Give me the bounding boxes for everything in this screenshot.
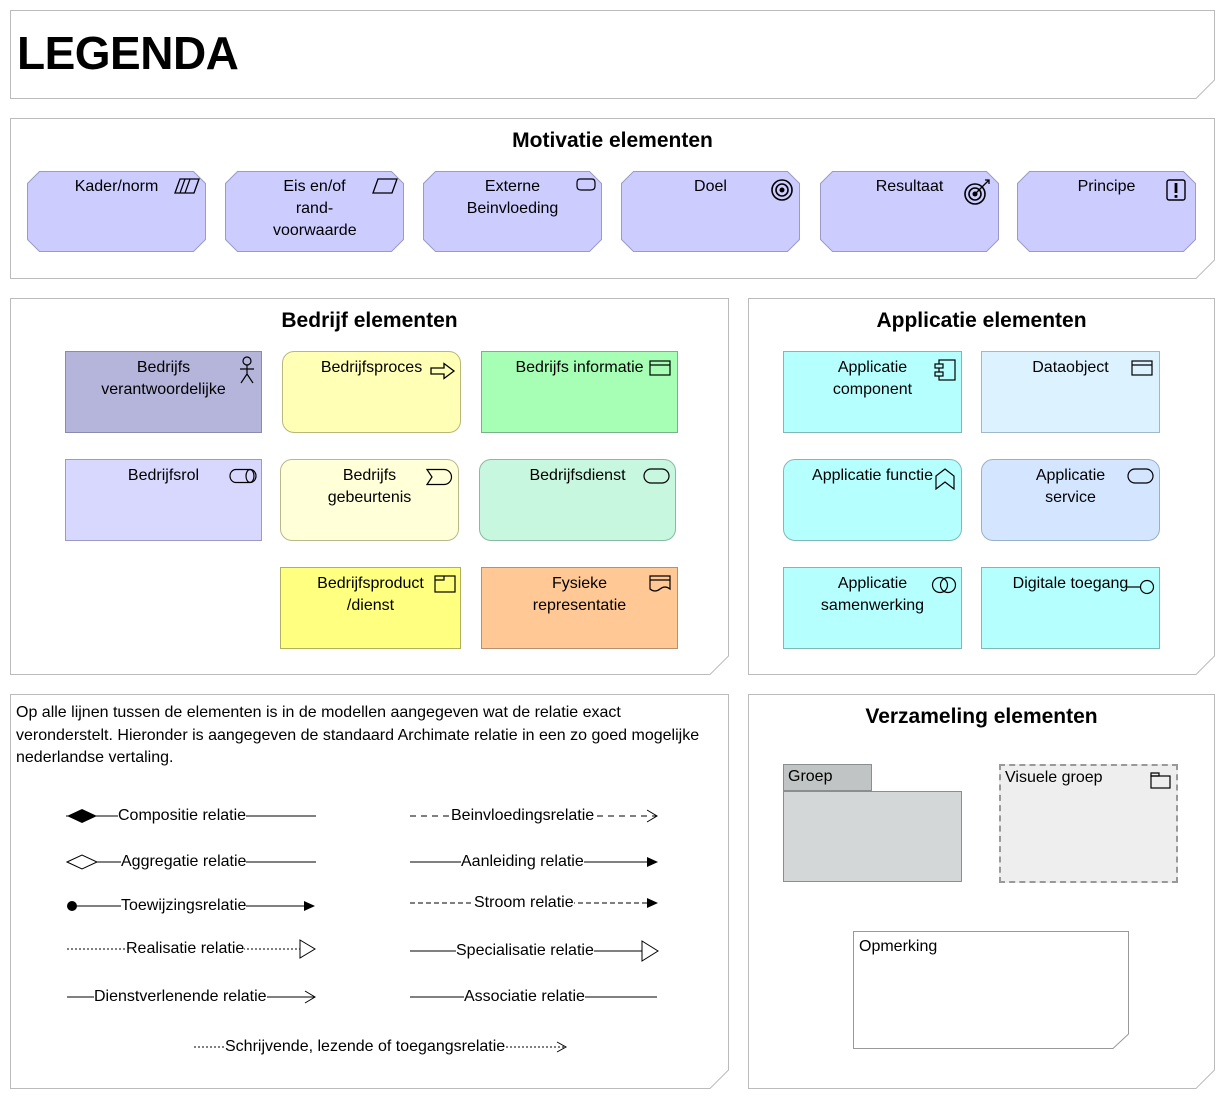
product-icon [434,575,456,593]
element-label: Bedrijfsproduct /dienst [317,575,424,614]
relation-serving [66,986,316,1008]
component-icon [934,359,956,381]
business-actor[interactable] [65,351,262,433]
application-interface[interactable] [981,567,1160,649]
element-label: Bedrijfs verantwoordelijke [101,359,226,398]
group-label: Groep [788,768,833,785]
element-label: Bedrijfs gebeurtenis [327,467,412,506]
element-label: Resultaat [875,178,944,195]
relation-label: Stroom relatie [474,894,574,911]
note-label: Opmerking [859,938,938,955]
representation-icon [649,575,671,593]
relation-realization [66,938,316,960]
element-label: Bedrijfsrol [127,467,200,484]
relation-label: Specialisatie relatie [456,942,594,959]
relation-access [193,1036,568,1058]
folder-icon [1150,772,1172,790]
relation-label: Aanleiding relatie [461,853,584,870]
cloud-rounded-icon [576,177,596,193]
element-label: Doel [694,178,727,195]
element-label: Kader/norm [74,178,159,195]
relation-label: Aggregatie relatie [121,853,247,870]
business-event[interactable] [280,459,459,541]
element-label: Digitale toegang [1012,575,1129,592]
process-arrow-icon [430,362,456,380]
application-collaboration[interactable] [783,567,962,649]
note-element[interactable] [853,931,1129,1049]
element-label: Bedrijfs informatie [515,359,644,376]
legend-title: LEGENDA [17,27,239,79]
group-element[interactable] [783,764,963,883]
object-icon [649,360,671,376]
business-product[interactable] [280,567,461,649]
motivation-element-principe[interactable] [1017,171,1196,252]
service-icon [1127,468,1155,484]
relation-label: Compositie relatie [118,807,247,824]
relation-association [409,986,659,1008]
element-label: Eis en/of rand-voorwaarde [273,178,357,239]
application-component[interactable] [783,351,962,433]
element-label: Applicatie component [832,359,913,398]
relation-specialization [409,940,659,962]
function-chevron-icon [934,468,956,490]
business-representation[interactable] [481,567,678,649]
element-label: Bedrijfsdienst [529,467,626,484]
role-cylinder-icon [229,468,257,484]
business-role[interactable] [65,459,262,541]
element-label: Externe Beinvloeding [466,178,559,217]
relation-influence [409,805,659,827]
element-label: Principe [1077,178,1136,195]
business-process[interactable] [282,351,461,433]
motivation-element-externe-beinvloeding[interactable] [423,171,602,252]
exclamation-box-icon [1166,179,1186,201]
element-label: Fysieke representatie [532,575,627,614]
service-icon [643,468,671,484]
relation-composition [66,805,316,827]
relation-label: Toewijzingsrelatie [121,897,247,914]
motivation-element-resultaat[interactable] [820,171,999,252]
relation-aggregation [66,851,316,873]
grouping-title: Verzameling elementen [865,705,1098,728]
application-function[interactable] [783,459,962,541]
application-service[interactable] [981,459,1160,541]
motivation-title: Motivatie elementen [512,129,713,152]
event-icon [426,468,454,486]
element-label: Applicatie samenwerking [820,575,925,614]
relation-label: Schrijvende, lezende of toegangsrelatie [225,1038,506,1055]
relation-label: Realisatie relatie [126,940,245,957]
actor-icon [238,356,256,384]
target-arrow-icon [963,176,993,206]
object-icon [1131,360,1153,376]
motivation-element-eis[interactable] [225,171,404,252]
target-icon [770,178,794,202]
motivation-element-doel[interactable] [621,171,800,252]
relation-flow [409,892,659,914]
parallelogram-icon [372,177,398,195]
interface-lollipop-icon [1125,578,1155,596]
relation-assignment [66,895,316,917]
element-label: Bedrijfsproces [320,359,423,376]
element-label: Applicatie service [1035,467,1106,506]
legend-header-frame [10,10,1215,99]
parallelogram-striped-icon [174,177,200,195]
business-title: Bedrijf elementen [281,309,458,332]
relation-label: Beinvloedingsrelatie [451,807,595,824]
business-service[interactable] [479,459,676,541]
visual-group-label: Visuele groep [1005,769,1103,786]
group-body [783,791,962,882]
motivation-element-kader-norm[interactable] [27,171,206,252]
element-label: Dataobject [1032,359,1109,376]
relation-label: Dienstverlenende relatie [94,988,267,1005]
collaboration-circles-icon [931,576,957,594]
application-title: Applicatie elementen [876,309,1087,332]
element-label: Applicatie functie [812,467,933,484]
visual-group-element[interactable] [999,764,1178,883]
relation-label: Associatie relatie [464,988,585,1005]
relation-triggering [409,851,659,873]
relations-intro: Op alle lijnen tussen de elementen is in de modellen aangegeven wat de relatie exact veronderstelt. Hieronder is aangegeven de standaard Archimate relatie in een zo goed mogelijke nederlandse vertaling. [16,704,700,766]
business-object[interactable] [481,351,678,433]
application-dataobject[interactable] [981,351,1160,433]
